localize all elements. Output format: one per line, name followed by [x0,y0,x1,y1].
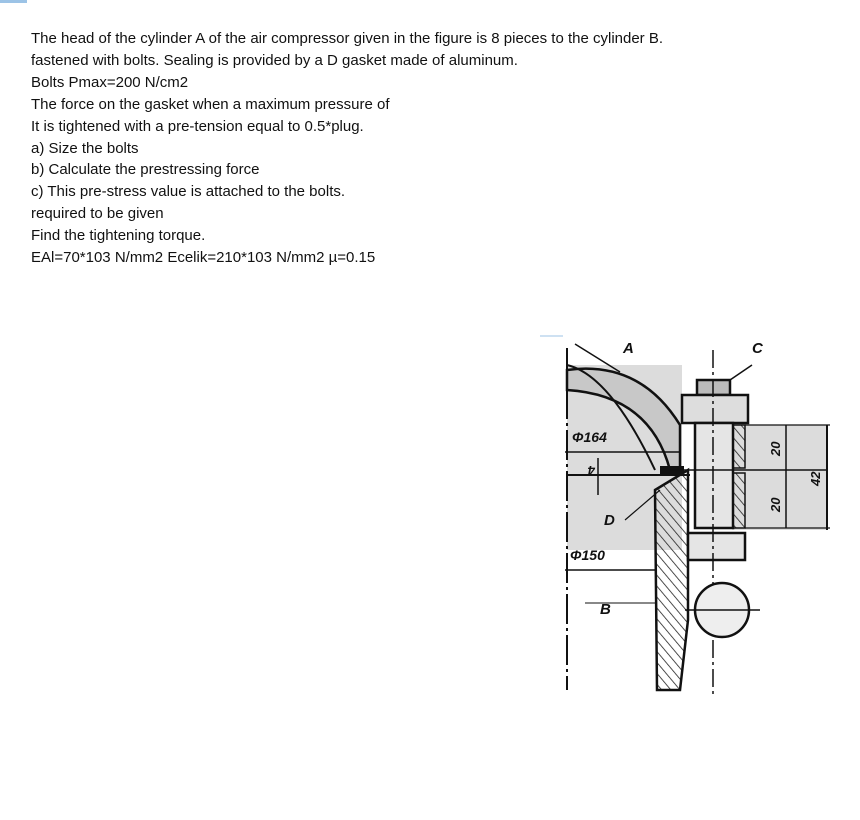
dim-20-bottom: 20 [768,497,783,512]
label-c: C [752,340,763,357]
dim-4: 4 [587,463,595,478]
compressor-bolt-drawing [540,320,840,700]
problem-line: Find the tightening torque. [31,227,206,245]
problem-line: The force on the gasket when a maximum pressure of [31,95,390,113]
problem-line: EAl=70*103 N/mm2 Ecelik=210*103 N/mm2 µ=0.15 [31,249,376,267]
dim-42: 42 [808,471,823,486]
label-b: B [600,601,611,618]
problem-line: c) This pre-stress value is attached to the bolts. [31,183,346,201]
problem-line: required to be given [31,205,164,223]
dia-150: Φ150 [570,547,605,563]
problem-line: fastened with bolts. Sealing is provided by a D gasket made of aluminum. [31,51,518,69]
top-accent-bar [0,0,27,3]
problem-text [31,28,663,269]
label-d: D [604,512,615,529]
problem-line: a) Size the bolts [31,139,139,157]
dia-164: Φ164 [572,429,607,445]
problem-line: Bolts Pmax=200 N/cm2 [31,73,189,91]
label-a: A [623,340,634,357]
problem-line: The head of the cylinder A of the air compressor given in the figure is 8 pieces to the cylinder B. [31,30,664,47]
problem-line: It is tightened with a pre-tension equal to 0.5*plug. [31,117,364,135]
dim-20-top: 20 [768,441,783,456]
problem-line: b) Calculate the prestressing force [31,161,260,179]
